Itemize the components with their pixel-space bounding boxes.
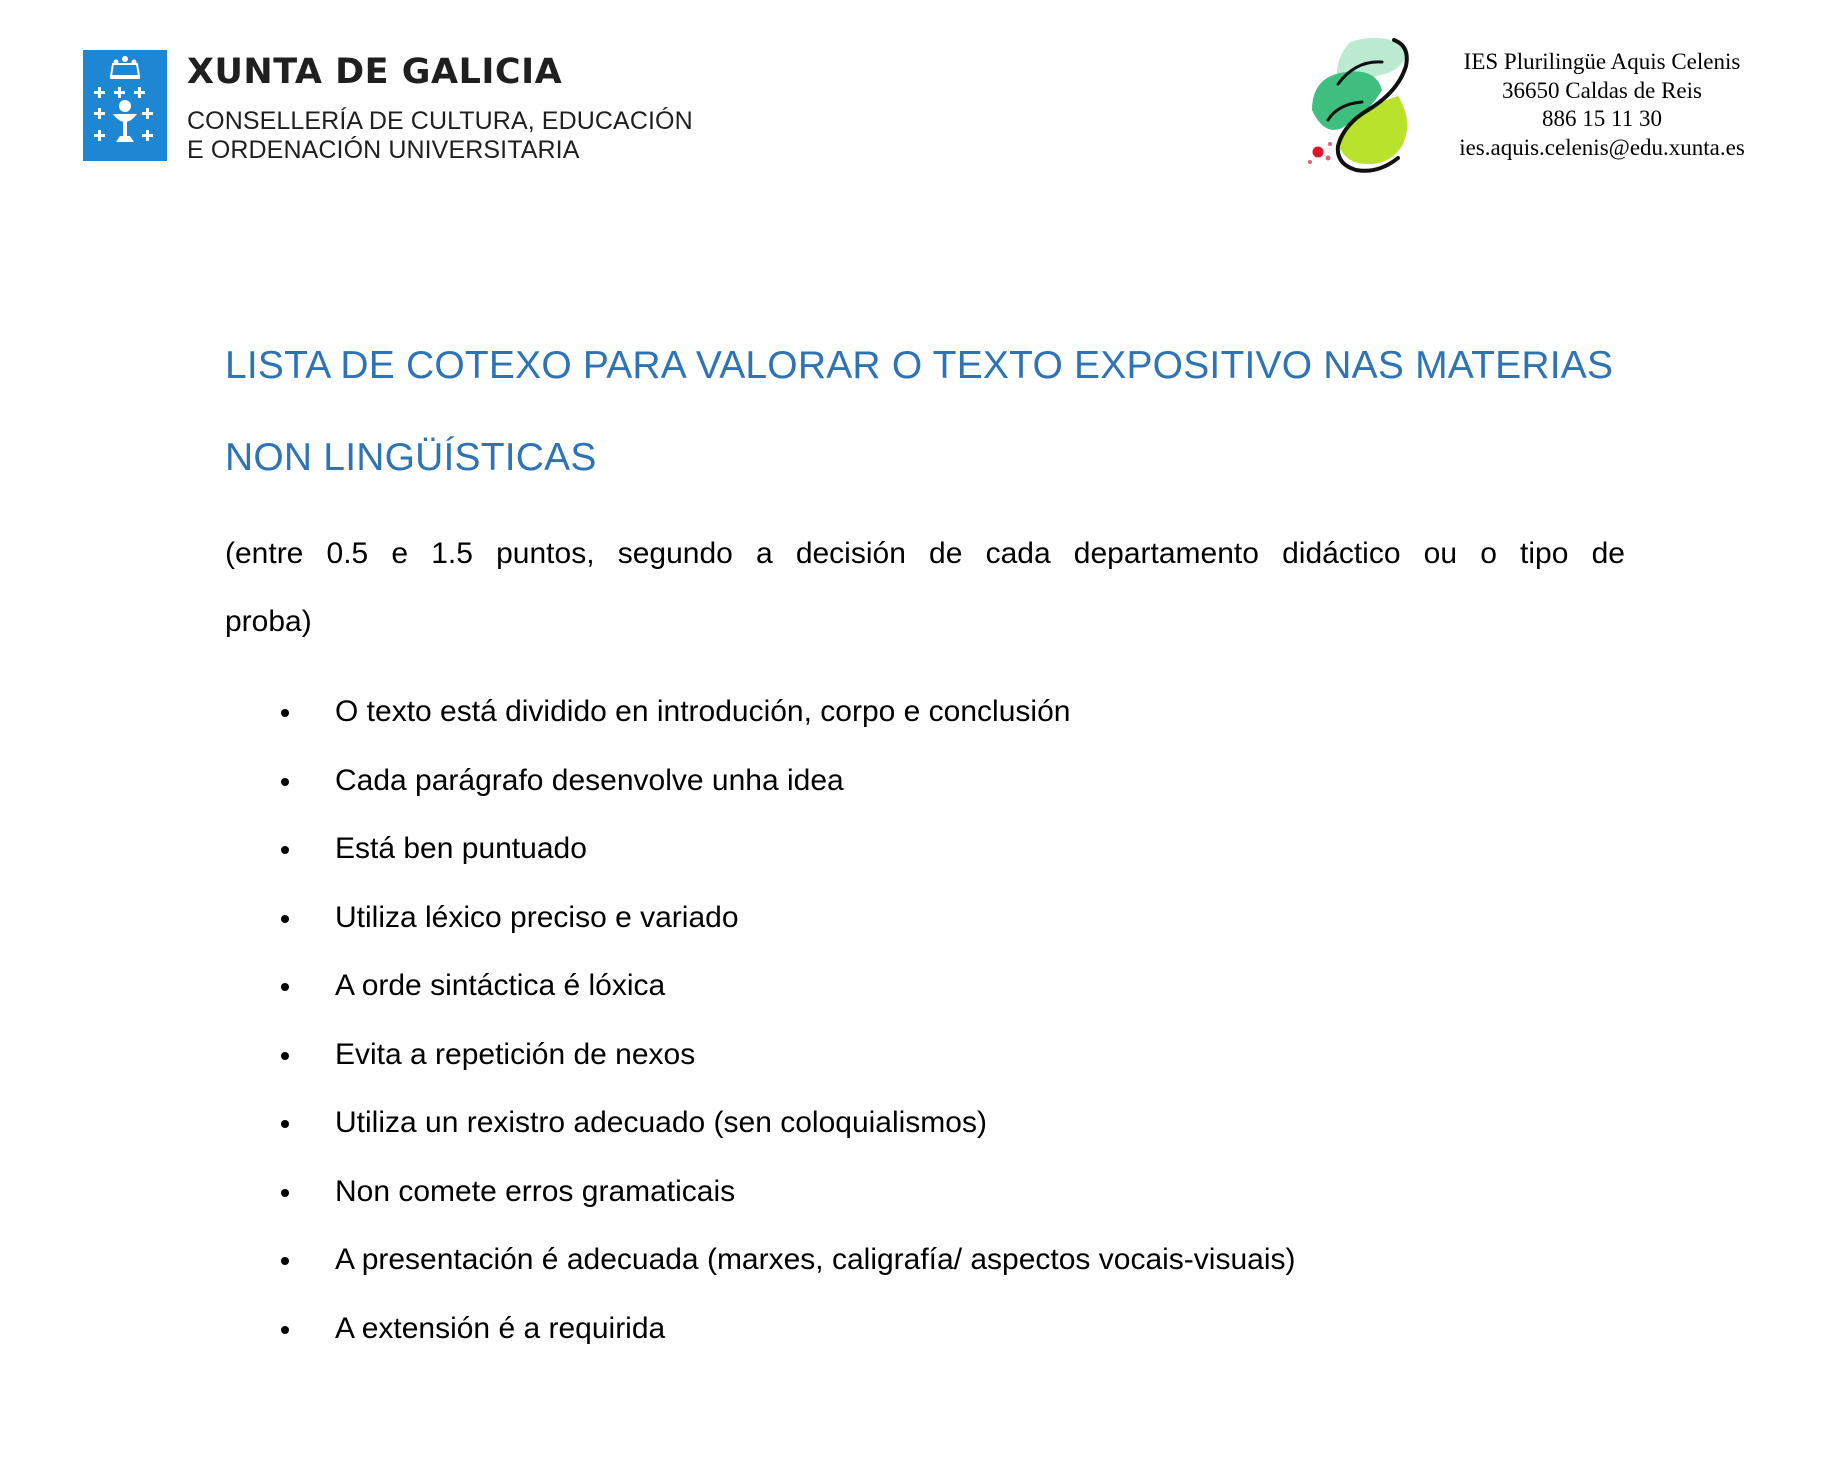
bullet-icon <box>281 1189 289 1197</box>
intro-line-1 <box>225 520 1625 588</box>
bullet-icon <box>281 1257 289 1265</box>
bullet-icon <box>281 846 289 854</box>
checklist-item-text: Non comete erros gramaticais <box>335 1174 736 1208</box>
intro-word: puntos, <box>496 537 595 570</box>
school-email: ies.aquis.celenis@edu.xunta.es <box>1459 134 1745 160</box>
checklist-item-text: Cada parágrafo desenvolve unha idea <box>335 763 844 797</box>
bullet-icon <box>281 709 289 717</box>
intro-word: segundo <box>617 537 733 570</box>
bullet-icon <box>281 1120 289 1128</box>
intro-word: ou <box>1423 537 1458 570</box>
xunta-coat-of-arms-icon <box>83 50 167 161</box>
xunta-header <box>83 50 693 165</box>
intro-word: 1.5 <box>431 537 473 570</box>
checklist-item-text: A presentación é adecuada (marxes, caligrafía/ aspectos vocais-visuais) <box>335 1243 1296 1276</box>
checklist-item-text: Evita a repetición de nexos <box>335 1037 696 1071</box>
school-phone: 886 15 11 30 <box>1542 106 1662 131</box>
xunta-name: XUNTA DE GALICIA <box>187 52 563 92</box>
intro-line-2: proba) <box>225 605 312 638</box>
intro-word: e <box>391 537 409 570</box>
title-line-1: LISTA DE COTEXO PARA VALORAR O TEXTO EXPOSITIVO NAS MATERIAS <box>225 344 1614 387</box>
school-logo-icon <box>1298 32 1418 178</box>
intro-word: cada <box>985 537 1051 570</box>
intro-word: (entre <box>225 537 304 570</box>
intro-word: departamento <box>1073 537 1259 570</box>
intro-word: tipo <box>1520 537 1569 570</box>
intro-word: decisión <box>795 537 906 570</box>
checklist-item-text: O texto está dividido en introdución, corpo e conclusión <box>335 695 1071 728</box>
checklist-item-text: Utiliza un rexistro adecuado (sen coloquialismos) <box>335 1106 987 1139</box>
title-line-2: NON LINGÜÍSTICAS <box>225 436 597 479</box>
bullet-icon <box>281 983 289 991</box>
checklist-item-text: A extensión é a requirida <box>335 1311 666 1345</box>
school-contact <box>1432 48 1772 162</box>
intro-word: a <box>755 537 773 570</box>
intro-word: o <box>1480 537 1497 570</box>
bullet-icon <box>281 1326 289 1334</box>
checklist-item-text: Está ben puntuado <box>335 832 587 865</box>
school-address: 36650 Caldas de Reis <box>1502 77 1702 103</box>
intro-paragraph <box>225 520 1625 656</box>
bullet-icon <box>281 778 289 786</box>
intro-word: de <box>929 537 963 570</box>
checklist-item-text: A orde sintáctica é lóxica <box>335 969 666 1002</box>
department-line-1: CONSELLERÍA DE CULTURA, EDUCACIÓN <box>187 107 693 135</box>
bullet-icon <box>281 915 289 923</box>
school-name: IES Plurilingüe Aquis Celenis <box>1463 49 1741 74</box>
intro-word: 0.5 <box>326 537 369 570</box>
checklist-item-text: Utiliza léxico preciso e variado <box>335 900 739 934</box>
intro-word: de <box>1591 537 1625 570</box>
department-line-2: E ORDENACIÓN UNIVERSITARIA <box>187 136 580 164</box>
document-title <box>225 320 1625 504</box>
bullet-icon <box>281 1052 289 1060</box>
intro-word: didáctico <box>1282 537 1401 570</box>
